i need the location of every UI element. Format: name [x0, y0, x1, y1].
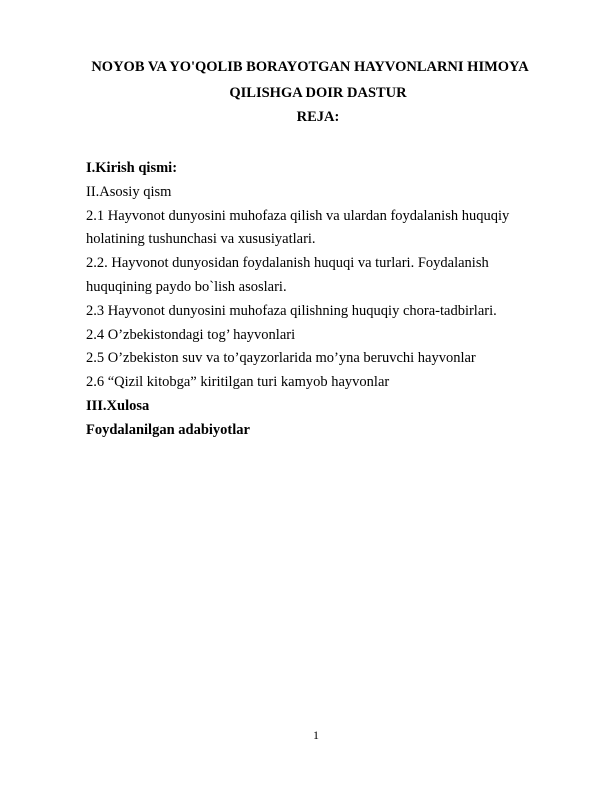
plan-item: huquqining paydo bo`lish asoslari.: [86, 278, 287, 295]
plan-item: 2.5 O’zbekiston suv va to’qayzorlarida mo’yna beruvchi hayvonlar: [86, 350, 476, 367]
document-title-line-2: QILISHGA DOIR DASTUR: [229, 85, 407, 101]
plan-item: 2.3 Hayvonot dunyosini muhofaza qilishning huquqiy chora-tadbirlari.: [86, 302, 497, 319]
plan-item: 2.4 O’zbekistondagi tog’ hayvonlari: [86, 326, 296, 343]
plan-heading: REJA:: [296, 109, 340, 125]
plan-item: III.Xulosa: [86, 397, 150, 414]
page-number: 1: [313, 728, 319, 742]
plan-item: 2.6 “Qizil kitobga” kiritilgan turi kamyob hayvonlar: [86, 374, 390, 391]
plan-list: [86, 157, 556, 443]
plan-item: 2.1 Hayvonot dunyosini muhofaza qilish va ulardan foydalanish huquqiy: [86, 207, 510, 224]
plan-item: holatining tushunchasi va xususiyatlari.: [86, 231, 316, 248]
plan-item: I.Kirish qismi:: [86, 160, 178, 176]
plan-item: Foydalanilgan adabiyotlar: [86, 421, 250, 438]
plan-item: II.Asosiy qism: [86, 183, 172, 200]
plan-item: 2.2. Hayvonot dunyosidan foydalanish huquqi va turlari. Foydalanish: [86, 255, 489, 272]
document-title-line-1: NOYOB VA YO'QOLIB BORAYOTGAN HAYVONLARNI HIMOYA: [91, 59, 529, 75]
